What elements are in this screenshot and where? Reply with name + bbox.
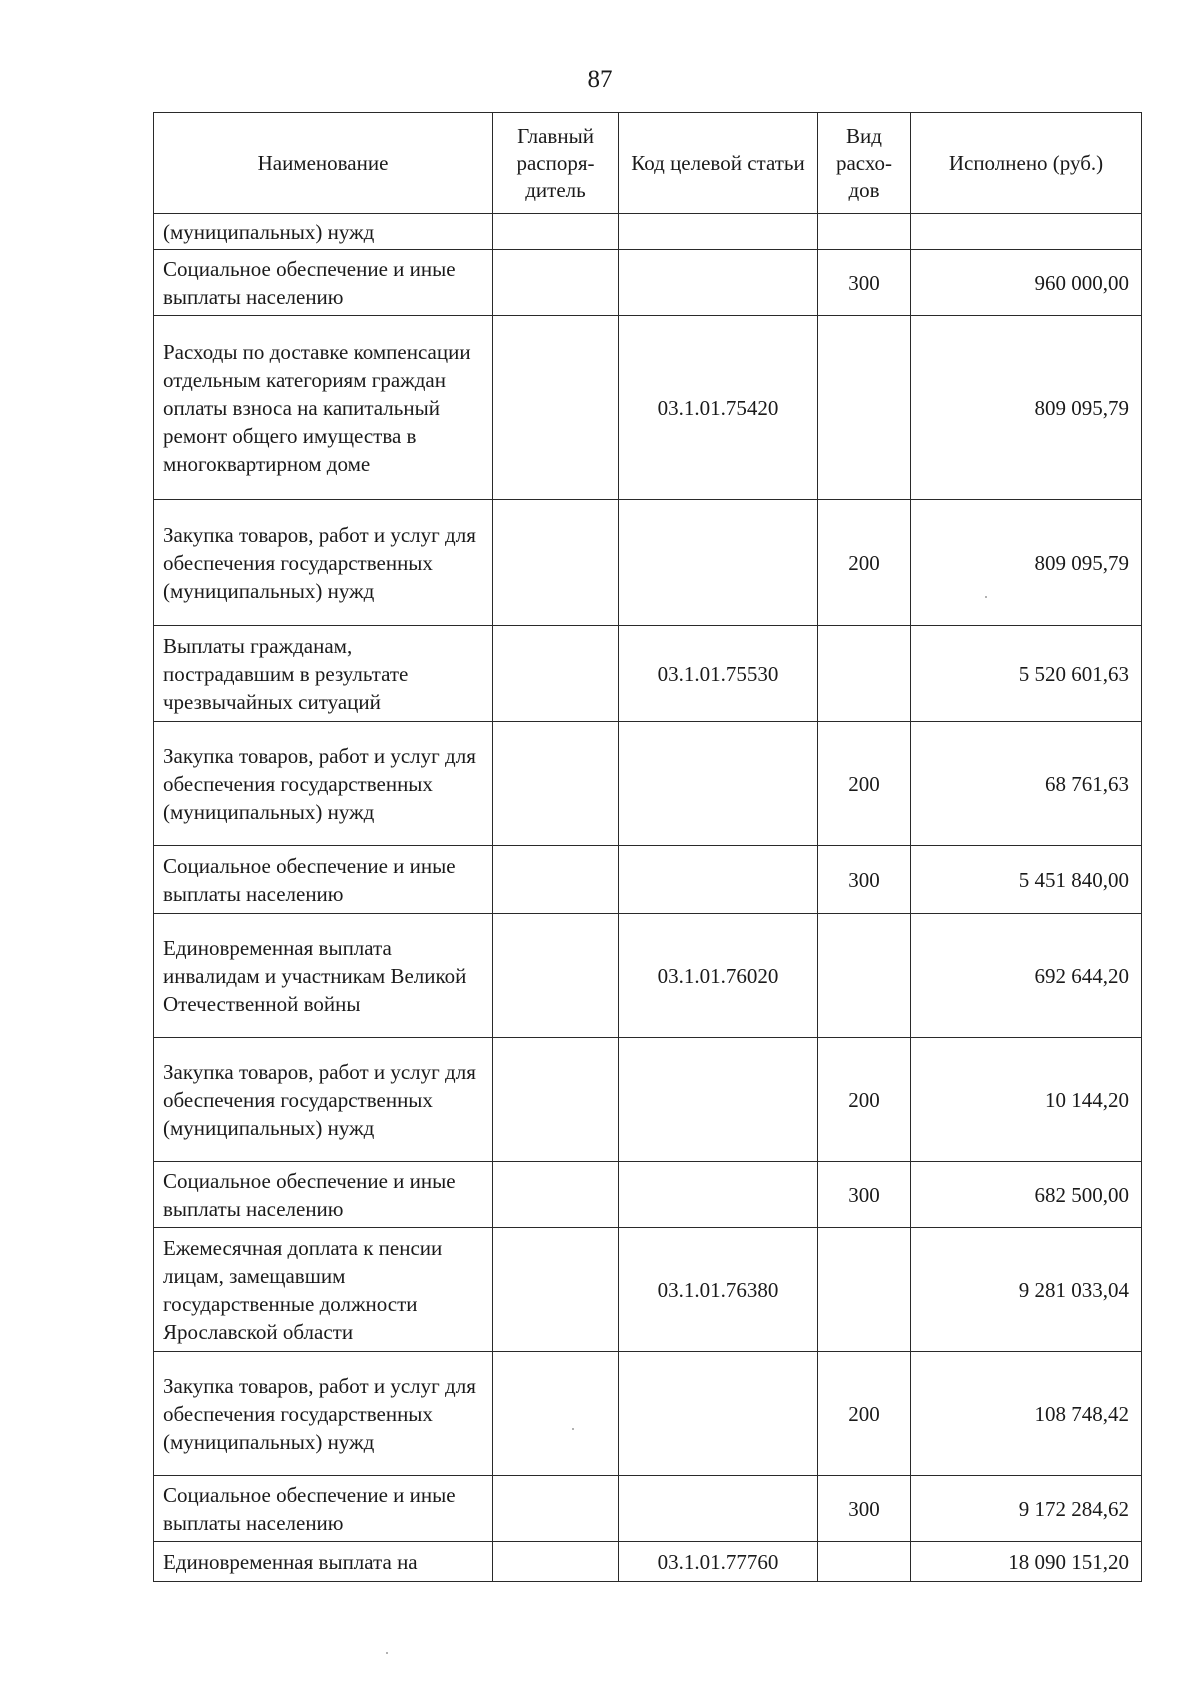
row-name-cell: Закупка товаров, работ и услуг для обеспечения государственных (муниципальных) нужд xyxy=(154,1038,493,1162)
row-target-code-cell xyxy=(619,1476,818,1542)
table-row xyxy=(154,500,1142,626)
table-row xyxy=(154,1542,1142,1582)
table-header-row xyxy=(154,113,1142,214)
row-name-cell: Единовременная выплата на xyxy=(154,1542,493,1582)
row-main-manager-cell xyxy=(493,316,619,500)
row-expense-type-cell: 200 xyxy=(818,500,911,626)
row-expense-type-cell: 300 xyxy=(818,250,911,316)
row-executed-cell: 682 500,00 xyxy=(911,1162,1142,1228)
table-row xyxy=(154,316,1142,500)
row-expense-type-cell xyxy=(818,1542,911,1582)
row-executed-cell: 9 172 284,62 xyxy=(911,1476,1142,1542)
row-main-manager-cell xyxy=(493,846,619,914)
row-executed-cell: 68 761,63 xyxy=(911,722,1142,846)
row-expense-type-cell: 300 xyxy=(818,846,911,914)
row-target-code-cell: 03.1.01.77760 xyxy=(619,1542,818,1582)
row-target-code-cell: 03.1.01.76380 xyxy=(619,1228,818,1352)
header-executed: Исполнено (руб.) xyxy=(911,113,1142,214)
table-row xyxy=(154,914,1142,1038)
row-main-manager-cell xyxy=(493,1228,619,1352)
page-number: 87 xyxy=(587,66,613,93)
table-row xyxy=(154,1162,1142,1228)
row-expense-type-cell xyxy=(818,1228,911,1352)
budget-expenditure-table xyxy=(153,112,1142,1582)
row-executed-cell: 5 451 840,00 xyxy=(911,846,1142,914)
table-row xyxy=(154,1476,1142,1542)
row-expense-type-cell xyxy=(818,316,911,500)
row-executed-cell: 5 520 601,63 xyxy=(911,626,1142,722)
table-row xyxy=(154,250,1142,316)
row-main-manager-cell xyxy=(493,722,619,846)
row-target-code-cell xyxy=(619,1352,818,1476)
table-row xyxy=(154,846,1142,914)
row-executed-cell xyxy=(911,214,1142,250)
row-executed-cell: 809 095,79 xyxy=(911,500,1142,626)
row-executed-cell: 960 000,00 xyxy=(911,250,1142,316)
row-target-code-cell xyxy=(619,250,818,316)
row-target-code-cell: 03.1.01.75530 xyxy=(619,626,818,722)
row-expense-type-cell xyxy=(818,914,911,1038)
row-main-manager-cell xyxy=(493,1476,619,1542)
row-expense-type-cell: 200 xyxy=(818,1352,911,1476)
row-executed-cell: 692 644,20 xyxy=(911,914,1142,1038)
row-main-manager-cell xyxy=(493,214,619,250)
row-expense-type-cell xyxy=(818,626,911,722)
row-executed-cell: 809 095,79 xyxy=(911,316,1142,500)
header-main-manager: Главный распоря-дитель xyxy=(493,113,619,214)
row-name-cell: Расходы по доставке компенсации отдельным категориям граждан оплаты взноса на капитальный ремонт общего имущества в многоквартирном доме xyxy=(154,316,493,500)
table-row xyxy=(154,722,1142,846)
row-main-manager-cell xyxy=(493,500,619,626)
row-target-code-cell: 03.1.01.75420 xyxy=(619,316,818,500)
scan-speck xyxy=(386,1652,388,1654)
row-executed-cell: 18 090 151,20 xyxy=(911,1542,1142,1582)
row-target-code-cell xyxy=(619,722,818,846)
row-name-cell: Закупка товаров, работ и услуг для обеспечения государственных (муниципальных) нужд xyxy=(154,722,493,846)
row-name-cell: Социальное обеспечение и иные выплаты населению xyxy=(154,1162,493,1228)
row-name-cell: Ежемесячная доплата к пенсии лицам, замещавшим государственные должности Ярославской области xyxy=(154,1228,493,1352)
row-expense-type-cell: 300 xyxy=(818,1476,911,1542)
row-main-manager-cell xyxy=(493,626,619,722)
row-name-cell: Социальное обеспечение и иные выплаты населению xyxy=(154,1476,493,1542)
table-row xyxy=(154,1228,1142,1352)
row-expense-type-cell: 200 xyxy=(818,1038,911,1162)
row-main-manager-cell xyxy=(493,250,619,316)
scan-speck xyxy=(572,1428,574,1430)
row-expense-type-cell xyxy=(818,214,911,250)
row-target-code-cell xyxy=(619,1162,818,1228)
row-name-cell: Социальное обеспечение и иные выплаты населению xyxy=(154,250,493,316)
row-target-code-cell xyxy=(619,500,818,626)
row-executed-cell: 108 748,42 xyxy=(911,1352,1142,1476)
table-row xyxy=(154,626,1142,722)
row-main-manager-cell xyxy=(493,1038,619,1162)
table-body xyxy=(154,214,1142,1582)
row-name-cell: (муниципальных) нужд xyxy=(154,214,493,250)
row-executed-cell: 9 281 033,04 xyxy=(911,1228,1142,1352)
row-main-manager-cell xyxy=(493,1162,619,1228)
row-expense-type-cell: 300 xyxy=(818,1162,911,1228)
budget-table-container xyxy=(153,112,1141,1582)
row-name-cell: Закупка товаров, работ и услуг для обеспечения государственных (муниципальных) нужд xyxy=(154,500,493,626)
row-name-cell: Социальное обеспечение и иные выплаты населению xyxy=(154,846,493,914)
row-main-manager-cell xyxy=(493,1542,619,1582)
header-name: Наименование xyxy=(154,113,493,214)
row-expense-type-cell: 200 xyxy=(818,722,911,846)
scan-speck xyxy=(985,596,987,598)
table-row xyxy=(154,1038,1142,1162)
row-main-manager-cell xyxy=(493,1352,619,1476)
row-executed-cell: 10 144,20 xyxy=(911,1038,1142,1162)
header-target-code: Код целевой статьи xyxy=(619,113,818,214)
table-row xyxy=(154,1352,1142,1476)
row-main-manager-cell xyxy=(493,914,619,1038)
row-target-code-cell xyxy=(619,846,818,914)
table-row xyxy=(154,214,1142,250)
row-target-code-cell xyxy=(619,1038,818,1162)
row-target-code-cell: 03.1.01.76020 xyxy=(619,914,818,1038)
header-expense-type: Вид расхо-дов xyxy=(818,113,911,214)
row-name-cell: Закупка товаров, работ и услуг для обеспечения государственных (муниципальных) нужд xyxy=(154,1352,493,1476)
row-name-cell: Единовременная выплата инвалидам и участникам Великой Отечественной войны xyxy=(154,914,493,1038)
row-target-code-cell xyxy=(619,214,818,250)
row-name-cell: Выплаты гражданам, пострадавшим в результате чрезвычайных ситуаций xyxy=(154,626,493,722)
